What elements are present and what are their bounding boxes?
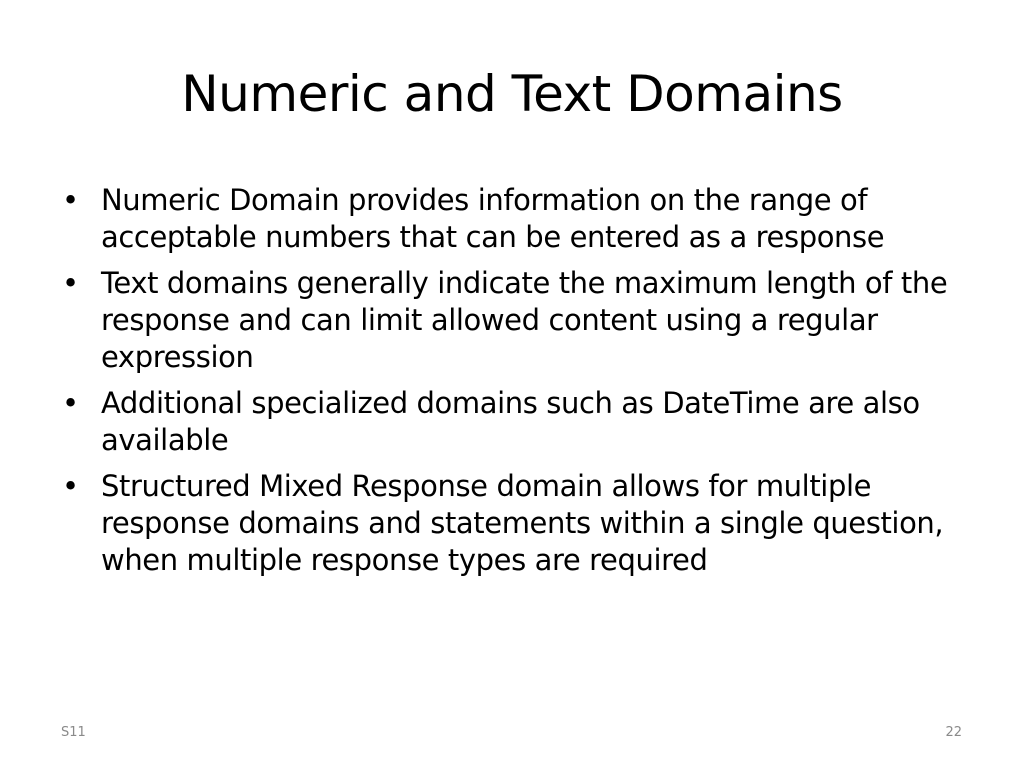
footer-label: S11	[61, 725, 86, 740]
page-number: 22	[945, 725, 962, 740]
bullet-item-text-domains	[60, 265, 980, 376]
bullet-list	[60, 182, 980, 588]
bullet-dot-icon: •	[62, 386, 79, 420]
bullet-item-numeric-domain	[60, 182, 980, 256]
bullet-dot-icon: •	[62, 183, 79, 217]
bullet-text: Additional specialized domains such as DateTime are also available	[101, 386, 920, 457]
bullet-dot-icon: •	[62, 266, 79, 300]
bullet-item-specialized-domains	[60, 385, 980, 459]
bullet-item-structured-mixed-response	[60, 468, 980, 579]
bullet-text: Structured Mixed Response domain allows for multiple response domains and statements within a single question, when multiple response types are required	[101, 469, 944, 577]
bullet-dot-icon: •	[62, 469, 79, 503]
bullet-text: Numeric Domain provides information on the range of acceptable numbers that can be entered as a response	[101, 183, 885, 254]
bullet-text: Text domains generally indicate the maximum length of the response and can limit allowed content using a regular expression	[101, 266, 948, 374]
slide-title: Numeric and Text Domains	[181, 65, 843, 123]
